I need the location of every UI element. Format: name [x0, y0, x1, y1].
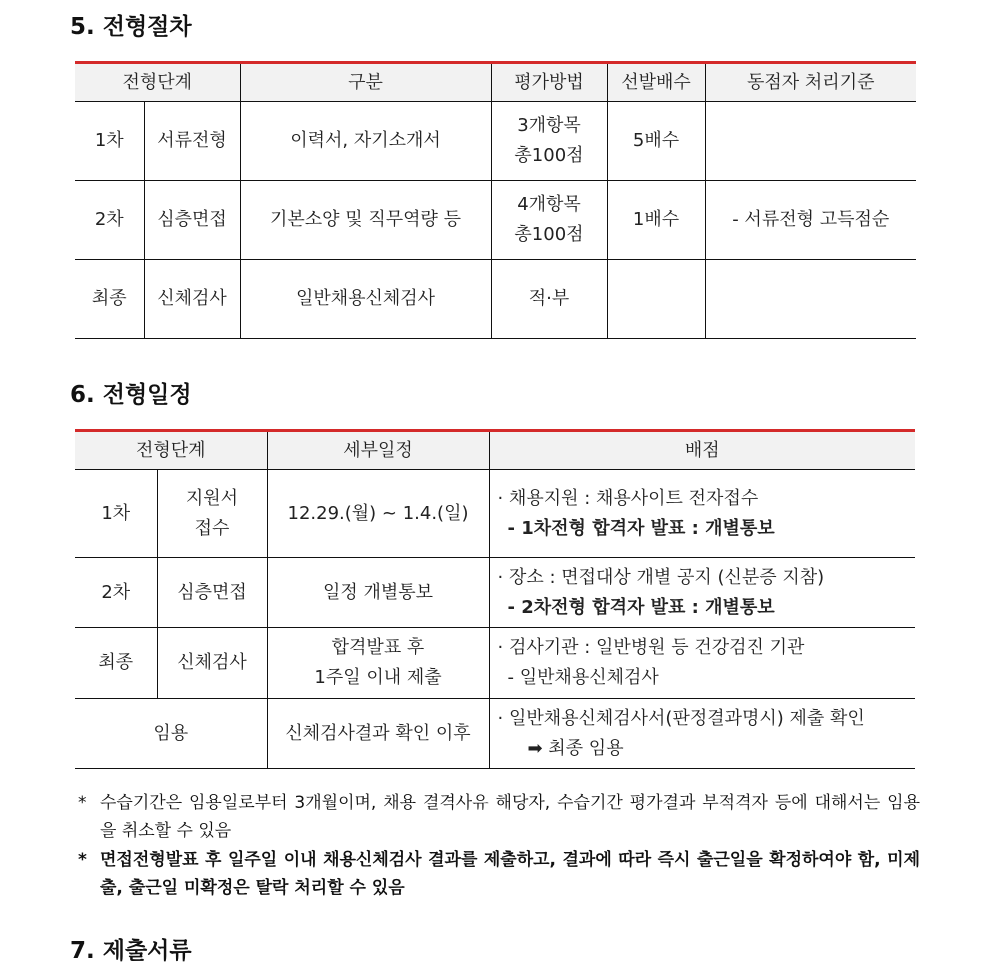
stage-cell: 1차 — [75, 470, 157, 558]
notes-cell — [489, 699, 915, 769]
footnote-mark: * — [78, 793, 87, 813]
ratio-cell: 1배수 — [607, 181, 705, 260]
note-line: - 일반채용신체검사 — [507, 667, 659, 688]
stage-name-cell: 신체검사 — [144, 260, 240, 339]
ratio-cell: 5배수 — [607, 102, 705, 181]
stage-cell: 최종 — [75, 260, 144, 339]
stage-name-cell: 신체검사 — [157, 628, 267, 699]
header-stage: 전형단계 — [75, 63, 240, 102]
tie-rule-cell — [705, 260, 916, 339]
table-header-row — [75, 63, 916, 102]
stage-cell: 2차 — [75, 181, 144, 260]
tie-rule-cell — [705, 102, 916, 181]
note-line: · 일반채용신체검사서(판정결과명시) 제출 확인 — [497, 707, 865, 729]
notes-cell — [489, 628, 915, 699]
table-row — [75, 102, 916, 181]
stage-name-line: 지원서 — [185, 487, 239, 509]
method-line: 총100점 — [514, 224, 584, 245]
table-row — [75, 628, 915, 699]
schedule-cell — [267, 628, 489, 699]
category-cell: 기본소양 및 직무역량 등 — [240, 181, 491, 260]
header-schedule: 세부일정 — [267, 431, 489, 470]
method-line: 4개항목 — [517, 194, 581, 215]
footnotes — [78, 789, 920, 903]
stage-name-cell: 심층면접 — [144, 181, 240, 260]
footnote-mark: * — [78, 850, 87, 870]
footnote-text: 수습기간은 임용일로부터 3개월이며, 채용 결격사유 해당자, 수습기간 평가결과 부적격자 등에 대해서는 임용을 취소할 수 있음 — [100, 793, 920, 841]
method-line: 총100점 — [514, 145, 584, 166]
schedule-cell: 12.29.(월) ~ 1.4.(일) — [267, 470, 489, 558]
note-line: ➡ 최종 임용 — [527, 737, 624, 759]
schedule-line: 1주일 이내 제출 — [314, 667, 442, 688]
header-stage: 전형단계 — [75, 431, 267, 470]
stage-cell: 1차 — [75, 102, 144, 181]
schedule-cell: 일정 개별통보 — [267, 558, 489, 628]
header-notes: 배점 — [489, 431, 915, 470]
note-line: · 장소 : 면접대상 개별 공지 (신분증 지참) — [497, 566, 825, 588]
notes-cell — [489, 470, 915, 558]
selection-procedure-table — [75, 61, 916, 339]
table-row — [75, 470, 915, 558]
table-row — [75, 558, 915, 628]
note-line: · 채용지원 : 채용사이트 전자접수 — [497, 487, 759, 509]
header-ratio: 선발배수 — [607, 63, 705, 102]
stage-cell: 임용 — [75, 699, 267, 769]
stage-cell: 2차 — [75, 558, 157, 628]
tie-rule-cell: - 서류전형 고득점순 — [705, 181, 916, 260]
table-header-row — [75, 431, 915, 470]
note-line: - 1차전형 합격자 발표 : 개별통보 — [507, 517, 775, 539]
table-row — [75, 699, 915, 769]
ratio-cell — [607, 260, 705, 339]
method-line: 3개항목 — [517, 115, 581, 136]
method-cell — [491, 102, 607, 181]
header-tie-rule: 동점자 처리기준 — [705, 63, 916, 102]
section-7-title: 7. 제출서류 — [70, 938, 192, 964]
method-cell: 적·부 — [491, 260, 607, 339]
section-6-title: 6. 전형일정 — [70, 382, 192, 408]
stage-name-line: 접수 — [194, 517, 230, 539]
notes-cell — [489, 558, 915, 628]
footnote — [78, 789, 920, 845]
note-line: · 검사기관 : 일반병원 등 건강검진 기관 — [497, 637, 805, 658]
selection-schedule-table — [75, 429, 915, 769]
table-row — [75, 181, 916, 260]
category-cell: 이력서, 자기소개서 — [240, 102, 491, 181]
section-5-title: 5. 전형절차 — [70, 14, 192, 40]
table-row — [75, 260, 916, 339]
stage-cell: 최종 — [75, 628, 157, 699]
header-category: 구분 — [240, 63, 491, 102]
footnote — [78, 846, 920, 902]
category-cell: 일반채용신체검사 — [240, 260, 491, 339]
footnote-text: 면접전형발표 후 일주일 이내 채용신체검사 결과를 제출하고, 결과에 따라 즉시 출근일을 확정하여야 함, 미제출, 출근일 미확정은 탈락 처리할 수 있음 — [100, 850, 920, 898]
stage-name-cell: 서류전형 — [144, 102, 240, 181]
schedule-line: 합격발표 후 — [331, 637, 425, 658]
note-line: - 2차전형 합격자 발표 : 개별통보 — [507, 596, 775, 618]
stage-name-cell — [157, 470, 267, 558]
stage-name-cell: 심층면접 — [157, 558, 267, 628]
schedule-cell: 신체검사결과 확인 이후 — [267, 699, 489, 769]
header-method: 평가방법 — [491, 63, 607, 102]
method-cell — [491, 181, 607, 260]
